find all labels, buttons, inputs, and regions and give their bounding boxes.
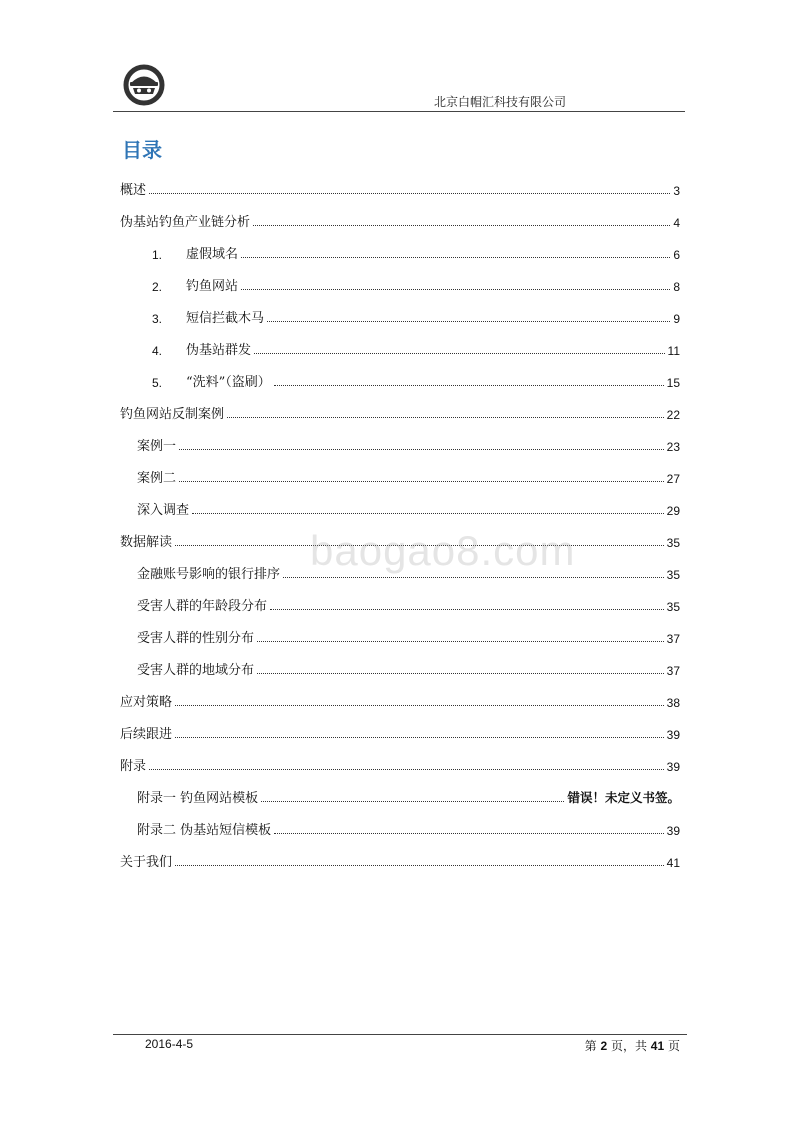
toc-entry[interactable]: [120, 392, 680, 422]
toc-entry[interactable]: [152, 232, 680, 262]
toc-entry-page: 37: [666, 632, 680, 646]
toc-entry-page: 9: [673, 312, 680, 326]
toc-entry-title: 后续跟进: [120, 727, 173, 742]
toc-dot-leader: [241, 289, 670, 290]
toc-entry-title: 金融账号影响的银行排序: [137, 567, 281, 582]
toc-entry-page: 22: [666, 408, 680, 422]
toc-entry-page-error: 错误！未定义书签。: [567, 790, 680, 805]
toc-entry-title: 数据解读: [120, 535, 173, 550]
toc-entry-page: 23: [666, 440, 680, 454]
toc-entry-title: 深入调查: [137, 503, 190, 518]
toc-entry-title: 受害人群的年龄段分布: [137, 599, 268, 614]
toc-entry-title: “洗料”（盗刷）: [186, 375, 271, 390]
toc-entry-page: 38: [666, 696, 680, 710]
watermark: baogao8.com: [310, 527, 576, 574]
toc-dot-leader: [241, 257, 670, 258]
toc-dot-leader: [267, 321, 670, 322]
toc-title: 目录: [122, 138, 162, 162]
toc-entry-page: 6: [673, 248, 680, 262]
toc-entry-page: 27: [666, 472, 680, 486]
toc-dot-leader: [175, 705, 664, 706]
toc-entry-title: 关于我们: [120, 855, 173, 870]
toc-entry-number: 5.: [152, 376, 163, 390]
footer-date: 2016-4-5: [145, 1037, 194, 1051]
toc-entry-page: 39: [666, 760, 680, 774]
toc-dot-leader: [283, 577, 664, 578]
toc-dot-leader: [254, 353, 665, 354]
toc-entry-title: 概述: [120, 183, 147, 198]
toc-dot-leader: [274, 833, 664, 834]
toc-entry-title: 受害人群的地域分布: [137, 663, 255, 678]
toc-entry-title: 附录一 钓鱼网站模板: [137, 791, 259, 806]
footer-divider: [113, 1034, 687, 1035]
toc-entry[interactable]: [137, 808, 680, 838]
header-divider: [113, 111, 685, 112]
toc-entry[interactable]: [152, 360, 680, 390]
toc-dot-leader: [274, 385, 664, 386]
toc-entry[interactable]: [120, 680, 680, 710]
toc-entry[interactable]: [120, 744, 680, 774]
toc-entry[interactable]: [137, 648, 680, 678]
page-mid: 页，共: [610, 1039, 647, 1053]
toc-entry-title: 伪基站群发: [186, 343, 252, 358]
toc-entry[interactable]: [152, 296, 680, 326]
toc-entry-title: 附录: [120, 759, 147, 774]
toc-entry-title: 钓鱼网站反制案例: [120, 407, 225, 422]
page-suffix: 页: [667, 1039, 680, 1053]
toc-entry-page: 39: [666, 728, 680, 742]
toc-entry-title: 应对策略: [120, 695, 173, 710]
toc-entry-number: 2.: [152, 280, 163, 294]
toc-entry[interactable]: [137, 424, 680, 454]
page-prefix: 第: [584, 1039, 597, 1053]
white-hat-logo-icon: [123, 64, 165, 106]
toc-entry-page: 39: [666, 824, 680, 838]
toc-entry[interactable]: [137, 456, 680, 486]
toc-dot-leader: [179, 481, 664, 482]
toc-dot-leader: [270, 609, 664, 610]
toc-entry-page: 29: [666, 504, 680, 518]
toc-entry-title: 伪基站钓鱼产业链分析: [120, 215, 251, 230]
toc-entry[interactable]: [152, 328, 680, 358]
toc-entry-page: 35: [666, 536, 680, 550]
toc-entry[interactable]: [120, 168, 680, 198]
toc-entry-number: 3.: [152, 312, 163, 326]
toc-entry-title: 受害人群的性别分布: [137, 631, 255, 646]
toc-dot-leader: [179, 449, 664, 450]
toc-entry-title: 钓鱼网站: [186, 279, 239, 294]
toc-entry-number: 1.: [152, 248, 163, 262]
toc-entry-title: 案例二: [137, 471, 177, 486]
toc-dot-leader: [175, 865, 664, 866]
toc-dot-leader: [257, 641, 664, 642]
toc-entry-title: 附录二 伪基站短信模板: [137, 823, 272, 838]
toc-entry-page: 11: [667, 344, 680, 358]
toc-dot-leader: [192, 513, 664, 514]
toc-entry-page: 41: [666, 856, 680, 870]
toc-entry[interactable]: [137, 616, 680, 646]
page-current: 2: [600, 1039, 608, 1053]
page-total: 41: [650, 1039, 665, 1053]
toc-entry-page: 37: [666, 664, 680, 678]
toc-dot-leader: [257, 673, 664, 674]
company-name: 北京白帽汇科技有限公司: [433, 95, 566, 109]
footer-page-number: [585, 1037, 680, 1054]
toc-entry-title: 案例一: [137, 439, 177, 454]
toc-dot-leader: [175, 737, 664, 738]
toc-dot-leader: [253, 225, 670, 226]
toc-dot-leader: [149, 193, 670, 194]
toc-dot-leader: [227, 417, 664, 418]
toc-entry-page: 15: [666, 376, 680, 390]
toc-entry-page: 3: [673, 184, 680, 198]
toc-entry-title: 虚假域名: [186, 247, 239, 262]
toc-entry[interactable]: [152, 264, 680, 294]
toc-entry[interactable]: [137, 584, 680, 614]
toc-entry-number: 4.: [152, 344, 163, 358]
toc-entry[interactable]: [120, 200, 680, 230]
toc-dot-leader: [149, 769, 664, 770]
toc-entry[interactable]: [120, 840, 680, 870]
toc-entry-page: 4: [673, 216, 680, 230]
toc-entry[interactable]: [120, 712, 680, 742]
toc-entry-page: 8: [673, 280, 680, 294]
toc-dot-leader: [261, 801, 564, 802]
toc-entry[interactable]: [137, 776, 680, 806]
toc-entry-page: 35: [666, 600, 680, 614]
toc-entry-page: 35: [666, 568, 680, 582]
toc-entry[interactable]: [137, 488, 680, 518]
toc-entry-title: 短信拦截木马: [186, 311, 265, 326]
